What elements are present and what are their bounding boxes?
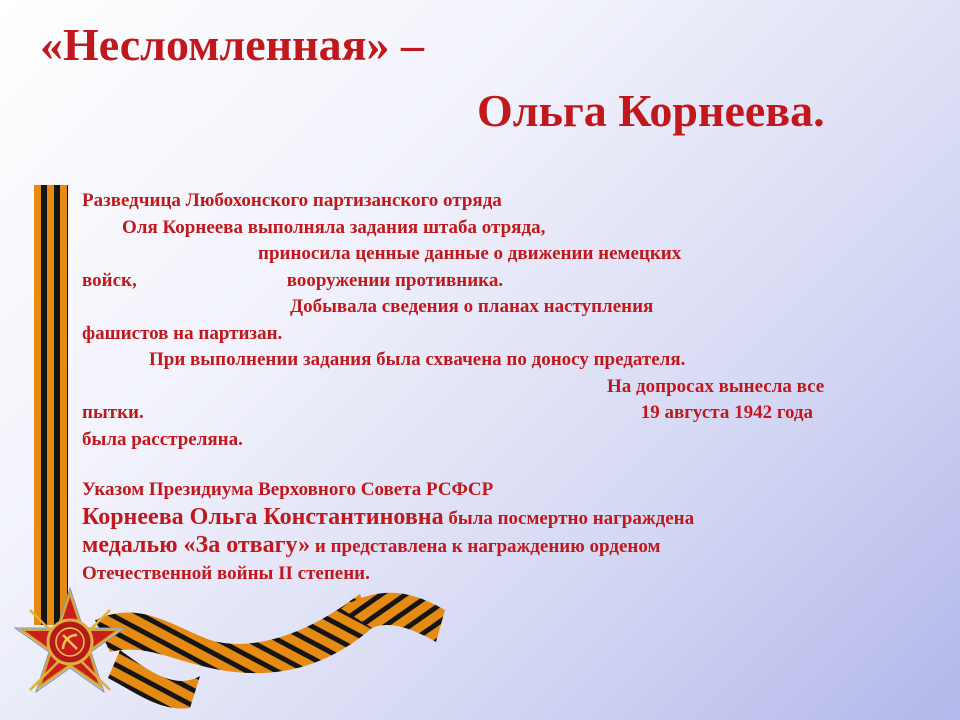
text-line-8: На допросах вынесла все [607,375,825,397]
text-line-4 [82,268,922,295]
order-of-patriotic-war-decoration [0,580,460,720]
text-line-3: приносила ценные данные о движении немецких [258,243,682,264]
title-line-1: «Несломленная» – [40,19,425,70]
award-line-3 [82,532,922,561]
st-george-ribbon-horizontal [95,593,445,709]
order-star-icon [15,588,125,692]
text-line-9-start: пытки. [82,402,144,423]
biography-text [82,188,922,587]
award-line-4: Отечественной войны II степени. [82,562,370,584]
medal-name: медалью «За отвагу» [82,532,311,558]
text-line-9-end: 19 августа 1942 года [640,402,814,423]
text-line-10: была расстреляна. [82,428,243,450]
text-line-1: Разведчица Любохонского партизанского отряда [82,190,502,211]
st-george-ribbon-vertical [34,185,68,625]
award-line-2-rest: была посмертно награждена [443,507,695,529]
award-line-3-rest: и представлена к награждению орденом [310,536,661,557]
award-line-1: Указом Президиума Верховного Совета РСФСР [82,479,494,500]
text-line-6: фашистов на партизан. [82,322,283,344]
text-line-5: Добывала сведения о планах наступления [290,296,654,317]
title-line-2: Ольга Корнеева. [477,85,825,136]
text-line-4-start: войск, [82,269,137,291]
text-line-7: При выполнении задания была схвачена по доносу предателя. [149,349,686,370]
award-name: Корнеева Ольга Константиновна [82,503,444,530]
text-line-4-end: вооружении противника. [286,269,504,291]
text-line-9 [82,400,922,427]
text-line-2: Оля Корнеева выполняла задания штаба отряда, [122,216,546,238]
award-line-2 [82,504,922,533]
